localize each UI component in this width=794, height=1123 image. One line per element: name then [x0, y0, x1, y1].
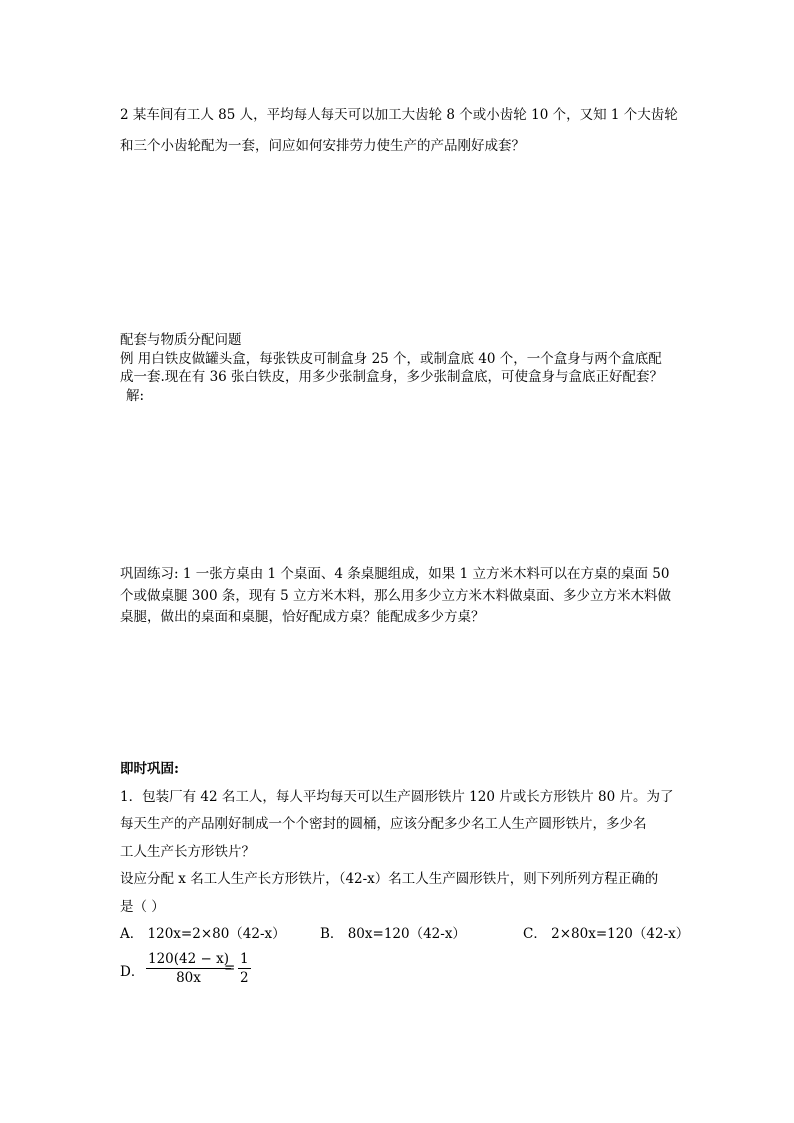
problem-2-line-2: 和三个小齿轮配为一套，问应如何安排劳力使生产的产品刚好成套？ — [120, 138, 525, 154]
question-line-1: 1．包装厂有 42 名工人，每人平均每天可以生产圆形铁片 120 片或长方形铁片 80 片。为了 — [120, 788, 674, 805]
question-line-2: 每天生产的产品刚好制成一个个密封的圆桶，应该分配多少名工人生产圆形铁片，多少名 — [120, 816, 647, 832]
option-d-equals: = — [224, 959, 236, 976]
option-a[interactable]: A． 120x=2×80（42-x） — [120, 926, 286, 942]
matching-heading: 配套与物质分配问题 — [120, 332, 242, 348]
consolidation-line-2: 个或做桌腿 300 条，现有 5 立方米木料，那么用多少立方米木料做桌面、多少立方米木料做 — [120, 587, 672, 604]
problem-2 — [120, 100, 676, 162]
consolidation-line-1: 巩固练习: 1 一张方桌由 1 个桌面、4 条桌腿组成，如果 1 立方米木料可以在方桌的桌面 50 — [120, 566, 670, 582]
option-c[interactable]: C． 2×80x=120（42-x） — [523, 926, 690, 942]
consolidation-exercise — [120, 564, 676, 629]
matching-example-line-2: 成一套.现在有 36 张白铁皮，用多少张制盒身，多少张制盒底，可使盒身与盒底正好配套？ — [120, 369, 664, 385]
question-line-3: 工人生产长方形铁片？ — [120, 843, 255, 860]
instant-consolidation — [120, 756, 690, 1001]
solution-label: 解: — [126, 387, 145, 404]
instant-heading: 即时巩固: — [120, 761, 179, 777]
question-line-4: 设应分配 x 名工人生产长方形铁片，（42-x）名工人生产圆形铁片，则下列所列方程正确的 — [120, 871, 659, 887]
option-d[interactable] — [120, 951, 676, 1001]
consolidation-line-3: 桌腿，做出的桌面和桌腿，恰好配成方桌？能配成多少方桌？ — [120, 609, 485, 625]
matching-example-line-1: 例 用白铁皮做罐头盒，每张铁皮可制盒身 25 个，或制盒底 40 个，一个盒身与两个盒底配 — [120, 350, 662, 367]
question-line-5: 是（ ） — [120, 898, 165, 915]
option-d-denominator: 80x — [176, 969, 201, 986]
option-d-rhs-fraction — [238, 951, 251, 987]
problem-2-line-1: 2 某车间有工人 85 人，平均每人每天可以加工大齿轮 8 个或小齿轮 10 个，又知 1 个大齿轮 — [120, 107, 678, 123]
option-d-rhs-numerator: 1 — [240, 950, 249, 967]
options-row — [120, 921, 690, 949]
option-b[interactable]: B． 80x=120（42-x） — [320, 926, 466, 942]
matching-section — [120, 331, 676, 405]
option-d-fraction — [146, 951, 231, 987]
option-d-label: D． — [120, 963, 145, 980]
option-d-numerator: 120(42 − x) — [148, 950, 229, 967]
option-d-rhs-denominator: 2 — [240, 969, 249, 986]
